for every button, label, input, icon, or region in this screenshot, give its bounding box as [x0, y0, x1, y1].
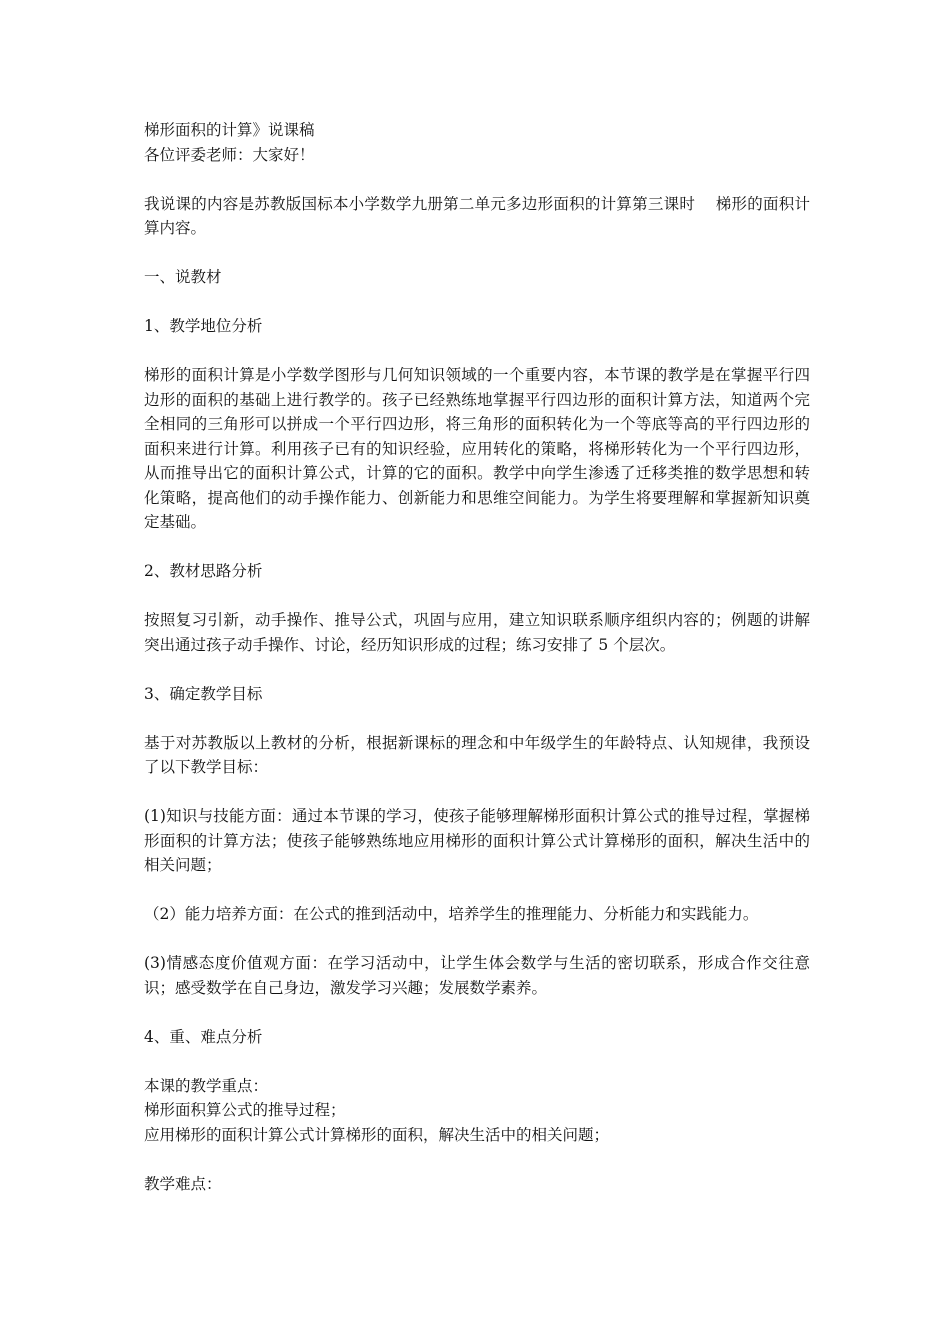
subheading-material-approach: 2、教材思路分析 [144, 562, 263, 580]
goal-attitude: (3)情感态度价值观方面：在学习活动中，让学生体会数学与生活的密切联系，形成合作交往意识；感受数学在自己身边，激发学习兴趣；发展数学素养。 [144, 954, 810, 997]
key-point-2: 应用梯形的面积计算公式计算梯形的面积，解决生活中的相关问题； [144, 1125, 610, 1144]
paragraph-teaching-goals: 基于对苏教版以上教材的分析，根据新课标的理念和中年级学生的年龄特点、认知规律，我预设了以下教学目标： [144, 733, 810, 776]
section-heading-1: 一、说教材 [144, 268, 222, 286]
subheading-teaching-position: 1、教学地位分析 [144, 317, 263, 335]
document-title: 梯形面积的计算》说课稿 [144, 121, 315, 139]
greeting: 各位评委老师：大家好！ [144, 145, 315, 164]
difficult-points-label: 教学难点： [144, 1174, 222, 1193]
goal-ability: （2）能力培养方面：在公式的推到活动中，培养学生的推理能力、分析能力和实践能力。 [144, 905, 759, 923]
paragraph-teaching-position: 梯形的面积计算是小学数学图形与几何知识领域的一个重要内容，本节课的教学是在掌握平行四边形的面积的基础上进行教学的。孩子已经熟练地掌握平行四边形的面积计算方法，知道两个完全相同的三角形可以拼成一个平行四边形，将三角形的面积转化为一个等底等高的平行四边形的面积来进行计算。利用孩子已有的知识经验，应用转化的策略，将梯形转化为一个平行四边形，从而推导出它的面积计算公式，计算的它的面积。教学中向学生渗透了迁移类推的数学思想和转化策略，提高他们的动手操作能力、创新能力和思维空间能力。为学生将要理解和掌握新知识奠定基础。 [144, 366, 810, 531]
subheading-teaching-goals: 3、确定教学目标 [144, 684, 263, 703]
key-point-1: 梯形面积算公式的推导过程； [144, 1101, 346, 1119]
document-page [144, 118, 810, 1196]
intro-paragraph: 我说课的内容是苏教版国标本小学数学九册第二单元多边形面积的计算第三课时 梯形的面积计算内容。 [144, 194, 810, 237]
subheading-key-difficult-points: 4、重、难点分析 [144, 1027, 263, 1046]
key-points-label: 本课的教学重点： [144, 1076, 269, 1095]
paragraph-material-approach: 按照复习引新，动手操作、推导公式，巩固与应用，建立知识联系顺序组织内容的；例题的讲解突出通过孩子动手操作、讨论，经历知识形成的过程；练习安排了 5 个层次。 [144, 611, 810, 654]
goal-knowledge-skills: (1)知识与技能方面：通过本节课的学习，使孩子能够理解梯形面积计算公式的推导过程，掌握梯形面积的计算方法；使孩子能够熟练地应用梯形的面积计算公式计算梯形的面积，解决生活中的相关问题； [144, 807, 810, 874]
